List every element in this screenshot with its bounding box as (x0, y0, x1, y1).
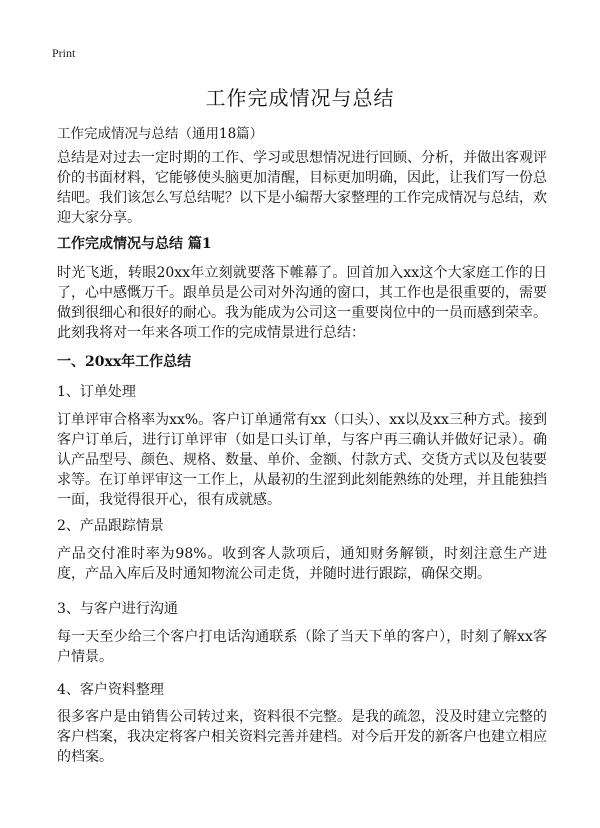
print-link[interactable]: Print (52, 46, 76, 60)
part1-heading: 一、20xx年工作总结 (57, 354, 192, 370)
item3-text: 每一天至少给三个客户打电话沟通联系（除了当天下单的客户），时刻了解xx客户情景。 (57, 629, 547, 665)
intro-paragraph: 总结是对过去一定时期的工作、学习或思想情况进行回顾、分析，并做出客观评价的书面材料，它能够使头脑更加清醒，目标更加明确，因此，让我们写一份总结吧。我们该怎么写总结呢？以下是小编帮大家整理的工作完成情况与总结，欢迎大家分享。 (57, 150, 547, 226)
item1-text: 订单评审合格率为xx%。客户订单通常有xx（口头）、xx以及xx三种方式。接到客户订单后，进行订单评审（如是口头订单，与客户再三确认并做好记录）。确认产品型号、颜色、规格、数量、单价、金额、付款方式、交货方式以及包装要求等。在订单评审这一工作上，从最初的生涩到此刻能熟练的处理，并且能独挡一面，我觉得很开心，很有成就感。 (57, 412, 547, 508)
item3-title: 3、与客户进行沟通 (57, 601, 178, 617)
item1-title: 1、订单处理 (57, 384, 136, 400)
page-title: 工作完成情况与总结 (205, 86, 395, 110)
item2-text: 产品交付准时率为98%。收到客人款项后，通知财务解锁，时刻注意生产进度，产品入库后及时通知物流公司走货，并随时进行跟踪，确保交期。 (57, 546, 547, 582)
subtitle: 工作完成情况与总结（通用18篇） (57, 126, 264, 142)
item4-text: 很多客户是由销售公司转过来，资料很不完整。是我的疏忽，没及时建立完整的客户档案，我决定将客户相关资料完善并建档。对今后开发的新客户也建立相应的档案。 (57, 709, 547, 765)
item4-title: 4、客户资料整理 (57, 682, 164, 698)
section1-heading: 工作完成情况与总结 篇1 (57, 236, 212, 252)
section1-paragraph: 时光飞逝，转眼20xx年立刻就要落下帷幕了。回首加入xx这个大家庭工作的日了，心中感慨万千。跟单员是公司对外沟通的窗口，其工作也是很重要的，需要做到很细心和很好的耐心。我为能成为公司这一重要岗位中的一员而感到荣幸。此刻我将对一年来各项工作的完成情景进行总结： (57, 265, 547, 341)
item2-title: 2、产品跟踪情景 (57, 518, 164, 534)
